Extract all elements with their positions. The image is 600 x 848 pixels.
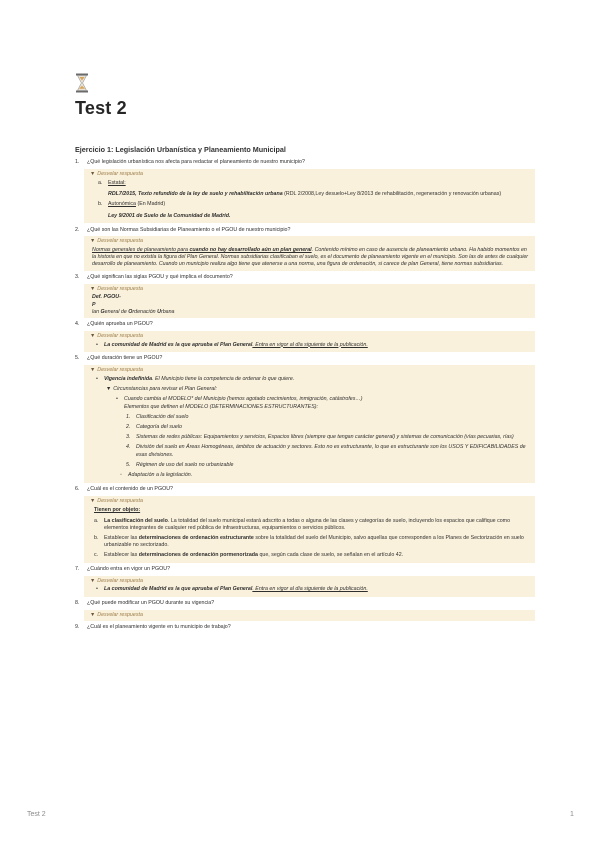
list-item: 2. Categoría del suelo: [126, 424, 182, 430]
hourglass-icon: [75, 73, 89, 93]
toggle-header[interactable]: ▼ Desvelar respuesta: [90, 498, 143, 505]
question-item: 1. ¿Qué legislación urbanística nos afecta para redactar el planeamiento de nuestro municipio?: [75, 159, 305, 165]
triangle-down-icon[interactable]: ▼: [90, 170, 96, 177]
toggle-body: a. Estatal: RDL7/2015, Texto refundido de la ley de suelo y rehabilitación urbana (RDL 2/2008,Ley desuelo+Ley 8/2013 de rehabilitación, regeneración y renovación urbanas) b. Autonómica (En Madrid) Ley 9/2001 de Suelo de la Comunidad de Madrid.: [98, 179, 502, 220]
question-text: ¿Qué legislación urbanística nos afecta para redactar el planeamiento de nuestro municipio?: [87, 159, 305, 165]
triangle-down-icon[interactable]: ▼: [90, 332, 96, 339]
question-item: 6. ¿Cuál es el contenido de un PGOU?: [75, 486, 173, 493]
answer-toggle[interactable]: [84, 610, 535, 621]
triangle-down-icon[interactable]: ▼: [90, 611, 96, 618]
list-item: 4. División del suelo en Áreas Homogéneas, ámbitos de actuación y sectores. Esto no es estructurante, lo que es estructurante son los USOS Y EDIFICABILIDADES de esas divisiones.: [126, 444, 526, 458]
toggle-body: • La comunidad de Madrid es la que aprueba el Plan General. Entra en vigor al día siguiente de la publicación.: [96, 586, 368, 593]
toggle-body: • La comunidad de Madrid es la que aprueba el Plan General. Entra en vigor al día siguiente de la publicación.: [96, 341, 368, 348]
toggle-header[interactable]: ▼ Desvelar respuesta: [90, 366, 143, 373]
question-text: ¿Qué son las Normas Subsidiarias de Planeamiento o el PGOU de nuestro municipio?: [87, 226, 291, 233]
triangle-down-icon[interactable]: ▼: [90, 498, 96, 505]
page-number: 1: [570, 811, 574, 818]
question-text: ¿Qué duración tiene un PGOU?: [87, 354, 163, 361]
toggle-body: • Vigencia indefinida. El Municipio tiene la competencia de ordenar lo que quiere. ▼ Circunstancias para revisar el Plan General: • Cuando cambia el MODELO* del Municipio (hemos agotado crecimientos, inmigración, catástrofes…) Elementos que definen el MODELO (DETERMINACIONES ESTRUCTURANTES): 1. Clasificación del suelo 2. Categoría del suelo 3. Sistemas de redes públicas: Equipamientos y servicios, Espacios libres (siempre que tengan carácter general) y sistemas de comunicación (vías pecuarias, rías) 4. División del suelo en Áreas Homogéneas, ámbitos de actuación y sectores. Esto no es estructurante, lo que es estructurante son los USOS Y EDIFICABILIDADES de esas divisiones. 5. Régimen de uso del suelo no urbanizable ◦ Adaptación a la legislación.: [90, 376, 529, 479]
toggle-header[interactable]: ▼ Desvelar respuesta: [90, 577, 143, 584]
question-item: 7. ¿Cuándo entra en vigor un PGOU?: [75, 565, 171, 572]
toggle-body: Def. PGOU- P lan General de Ordenación Urbana: [92, 294, 175, 315]
question-item: 3. ¿Qué significan las siglas PGOU y qué implica el documento?: [75, 273, 233, 280]
toggle-header[interactable]: ▼ Desvelar respuesta: [90, 238, 143, 245]
question-item: 4. ¿Quién aprueba un PGOU?: [75, 321, 153, 328]
toggle-header[interactable]: ▼ Desvelar respuesta: [90, 170, 143, 177]
triangle-down-icon[interactable]: ▼: [90, 577, 96, 584]
toggle-body: Tienen por objeto: a. La clasificación del suelo. La totalidad del suelo municipal estará adscrito a todas o alguna de las clases y categorías de suelo, incluyendo los espacios que califique como elementos integrantes de cualquier red pública de infraestructuras, equipamientos o servicios públicos. b. Establecer las determinaciones de ordenación estructurante sobre la totalidad del suelo del Municipio, salvo aquellas que corresponden a los Planes de Sectorización en suelo urbanizable no sectorizado. c. Establecer las determinaciones de ordenación pormenorizada que, según cada clase de suelo, se señalan en el artículo 42.: [94, 507, 524, 559]
question-text: ¿Qué puede modificar un PGOU durante su vigencia?: [87, 599, 215, 606]
answer-toggle[interactable]: [84, 496, 535, 562]
answer-toggle[interactable]: [84, 331, 535, 352]
question-text: ¿Cuál es el contenido de un PGOU?: [87, 486, 173, 493]
nested-toggle[interactable]: ▼ Circunstancias para revisar el Plan General:: [106, 386, 217, 393]
list-item: 1. Clasificación del suelo: [126, 413, 189, 420]
question-text: ¿Cuándo entra en vigor un PGOU?: [87, 565, 171, 572]
triangle-down-icon[interactable]: ▼: [106, 386, 112, 393]
page-title: Test 2: [75, 98, 127, 118]
question-item: 9. ¿Cuál es el planeamiento vigente en tu municipio de trabajo?: [75, 623, 231, 630]
question-text: ¿Qué significan las siglas PGOU y qué implica el documento?: [87, 273, 233, 280]
numbered-list: [126, 414, 529, 469]
question-list: [75, 159, 535, 634]
toggle-header[interactable]: ▼ Desvelar respuesta: [90, 285, 143, 292]
list-item: 3. Sistemas de redes públicas: Equipamientos y servicios, Espacios libres (siempre que tengan carácter general) y sistemas de comunicación (vías pecuarias, rías): [126, 434, 514, 441]
question-text: ¿Cuál es el planeamiento vigente en tu municipio de trabajo?: [87, 623, 231, 630]
answer-toggle[interactable]: [84, 576, 535, 597]
triangle-down-icon[interactable]: ▼: [90, 285, 96, 292]
answer-toggle[interactable]: [84, 365, 535, 483]
toggle-header[interactable]: ▼ Desvelar respuesta: [90, 611, 143, 618]
toggle-header[interactable]: ▼ Desvelar respuesta: [90, 332, 143, 339]
footer-title: Test 2: [27, 811, 46, 818]
answer-toggle[interactable]: [84, 284, 535, 318]
question-item: 2. ¿Qué son las Normas Subsidiarias de Planeamiento o el PGOU de nuestro municipio?: [75, 226, 291, 233]
question-item: 8. ¿Qué puede modificar un PGOU durante su vigencia?: [75, 599, 215, 606]
toggle-body: Normas generales de planeamiento para cuando no hay desarrollado aún un plan general. Contenido mínimo en caso de ausencia de planeamiento urbano. Ha habido momentos en la historia en que no existía la figura del Plan General. Normas subsidiarias clasificaban el suelo, es el documento de planeamiento vigente en el municipio. Son las de antes de cualquier desarrollo de planeamiento. Cuando un municipio realiza algo tiene que atenerse a una norma, una figura de ordenación, si carece de plan General, tiene normas subsidiarias.: [92, 247, 529, 268]
answer-toggle[interactable]: [84, 169, 535, 224]
triangle-down-icon[interactable]: ▼: [90, 238, 96, 245]
question-item: 5. ¿Qué duración tiene un PGOU?: [75, 354, 163, 361]
triangle-down-icon[interactable]: ▼: [90, 366, 96, 373]
answer-toggle[interactable]: [84, 236, 535, 270]
list-item: 5. Régimen de uso del suelo no urbanizable: [126, 461, 234, 468]
section-heading: Ejercicio 1: Legislación Urbanística y Planeamiento Municipal: [75, 145, 286, 154]
question-text: ¿Quién aprueba un PGOU?: [87, 321, 153, 328]
